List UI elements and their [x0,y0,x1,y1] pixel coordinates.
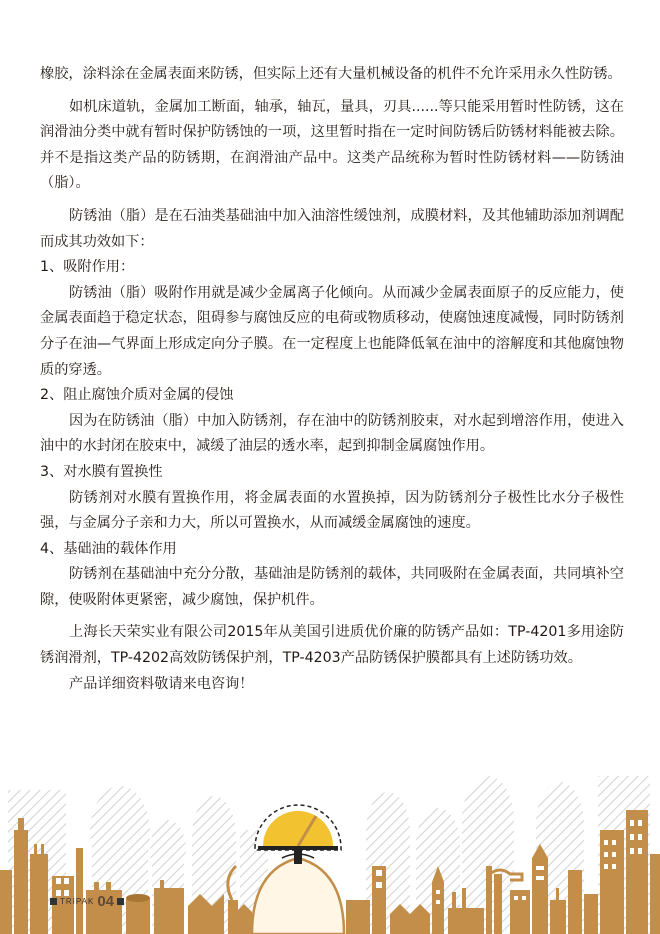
square-marker-icon [117,898,124,905]
paragraph-prevent-corrosion-media: 因为在防锈油（脂）中加入防锈剂，存在油中的防锈剂胶束，对水起到增溶作用，使进入油中的水封闭在胶束中，减缓了油层的透水率，起到抑制金属腐蚀作用。 [40,412,624,455]
paragraph-definition: 防锈油（脂）是在石油类基础油中加入油溶性缓蚀剂，成膜材料，及其他辅助添加剂调配而成其功效如下： [40,207,624,250]
brand-name: TRIPAK [60,896,95,906]
heading-water-displacement: 3、对水膜有置换性 [40,463,163,480]
square-marker-icon [50,898,57,905]
paragraph-intro: 橡胶，涂料涂在金属表面来防锈，但实际上还有大量机械设备的机件不允许采用永久性防锈。 [40,66,622,82]
paragraph-water-displacement: 防锈剂对水膜有置换作用，将金属表面的水置换掉，因为防锈剂分子极性比水分子极性强，与金属分子亲和力大，所以可置换水，从而减缓金属腐蚀的速度。 [40,489,624,532]
paragraph-temporary-rust-prevention: 如机床道轨，金属加工断面，轴承，轴瓦，量具，刃具......等只能采用暂时性防锈，这在润滑油分类中就有暂时保护防锈蚀的一项，这里暂时指在一定时间防锈后防锈材料能被去除。并不是指这类产品的防锈期，在润滑油产品中。这类产品统称为暂时性防锈材料——防锈油（脂）。 [40,98,624,192]
heading-prevent-corrosion-media: 2、阻止腐蚀介质对金属的侵蚀 [40,387,234,404]
paragraph-base-oil-carrier: 防锈剂在基础油中充分分散，基础油是防锈剂的载体，共同吸附在金属表面，共同填补空隙，使吸附体更紧密，减少腐蚀，保护机件。 [40,566,624,608]
heading-base-oil-carrier: 4、基础油的载体作用 [40,540,177,557]
heading-adsorption: 1、吸附作用： [40,259,135,276]
paragraph-company-products: 上海长天荣实业有限公司2015年从美国引进质优价廉的防锈产品如：TP-4201多用途防锈润滑剂，TP-4202高效防锈保护剂，TP-4203产品防锈保护膜都具有上述防锈功效。 [40,624,624,667]
article-body [40,62,624,697]
page-number: 04 [97,892,114,910]
paragraph-adsorption: 防锈油（脂）吸附作用就是减少金属离子化倾向。从而减少金属表面原子的反应能力，使金属表面趋于稳定状态，阻碍参与腐蚀反应的电荷或物质移动，使腐蚀速度减慢，同时防锈剂分子在油—气界面上形成定向分子膜。在一定程度上也能降低氧在油中的溶解度和其他腐蚀物质的穿透。 [40,284,624,378]
page-footer-label [50,894,124,908]
paragraph-contact: 产品详细资料敬请来电咨询！ [69,675,254,692]
